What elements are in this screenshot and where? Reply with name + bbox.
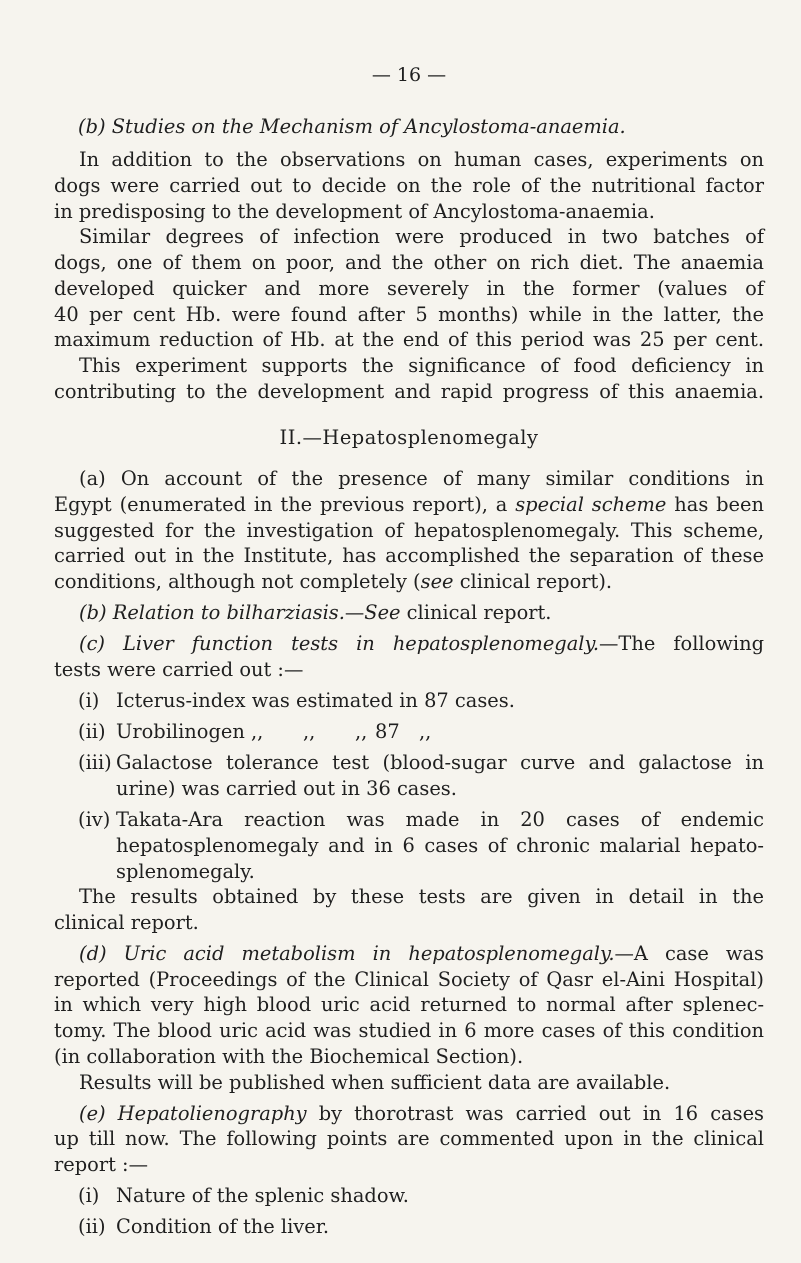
point-i: (i) Nature of the splenic shadow. xyxy=(78,1184,409,1207)
item-a-line-1: (a) On account of the presence of many similar conditions in xyxy=(79,467,764,490)
item-c-line-1: (c) Liver function tests in hepatosplenomegaly.—The following xyxy=(79,632,764,655)
page-number: — 16 — xyxy=(371,64,447,86)
para1-line-2: dogs were carried out to decide on the role of the nutritional factor xyxy=(54,174,764,197)
para2-line-5: maximum reduction of Hb. at the end of this period was 25 per cent. xyxy=(54,328,764,351)
item-d-line-5: (in collaboration with the Biochemical Section). xyxy=(54,1045,524,1068)
para2-line-6: This experiment supports the significance of food deficiency in xyxy=(79,354,764,377)
item-a-line-3: suggested for the investigation of hepatosplenomegaly. This scheme, xyxy=(54,519,764,542)
test-ii: (ii) Urobilinogen ,, ,, ,, 87 ,, xyxy=(78,720,432,743)
test-iii-line-2: urine) was carried out in 36 cases. xyxy=(116,777,457,800)
para2-line-7: contributing to the development and rapid progress of this anaemia. xyxy=(54,380,764,403)
item-d-line-2: reported (Proceedings of the Clinical Society of Qasr el-Aini Hospital) xyxy=(54,968,764,991)
para1-line-3: in predisposing to the development of Ancylostoma-anaemia. xyxy=(54,200,655,223)
item-a-line-4: carried out in the Institute, has accomplished the separation of these xyxy=(54,544,764,567)
item-e-line-1: (e) Hepatolienography by thorotrast was carried out in 16 cases xyxy=(79,1102,764,1125)
section-b-title xyxy=(78,114,626,140)
test-iii-line-1: Galactose tolerance test (blood-sugar curve and galactose in xyxy=(116,751,764,774)
item-a-line-5: conditions, although not completely (see clinical report). xyxy=(54,570,613,593)
section-b-title-text: Studies on the Mechanism of Ancylostoma-anaemia. xyxy=(111,115,626,138)
item-d-line-3: in which very high blood uric acid returned to normal after splenec- xyxy=(54,993,764,1016)
para2-line-2: dogs, one of them on poor, and the other on rich diet. The anaemia xyxy=(54,251,764,274)
item-e-line-2: up till now. The following points are commented upon in the clinical xyxy=(54,1127,764,1150)
item-d-line-1: (d) Uric acid metabolism in hepatosplenomegaly.—A case was xyxy=(79,942,764,965)
para2-line-4: 40 per cent Hb. were found after 5 months) while in the latter, the xyxy=(54,303,764,326)
para2-line-3: developed quicker and more severely in the former (values of xyxy=(54,277,764,300)
section-b-label: (b) xyxy=(78,115,106,138)
item-d-results: Results will be published when sufficient data are available. xyxy=(79,1071,671,1094)
item-b-line: (b) Relation to bilharziasis.—See clinical report. xyxy=(79,601,552,624)
item-a-line-2: Egypt (enumerated in the previous report), a special scheme has been xyxy=(54,493,764,516)
test-iv-line-1: Takata-Ara reaction was made in 20 cases of endemic xyxy=(116,808,764,831)
item-e-line-3: report :— xyxy=(54,1153,148,1176)
para2-line-1: Similar degrees of infection were produced in two batches of xyxy=(79,225,764,248)
point-ii: (ii) Condition of the liver. xyxy=(78,1215,330,1238)
results-line-1: The results obtained by these tests are given in detail in the xyxy=(79,885,764,908)
test-iv-num: (iv) xyxy=(78,808,111,831)
item-c-line-2: tests were carried out :— xyxy=(54,658,304,681)
item-d-line-4: tomy. The blood uric acid was studied in 6 more cases of this condition xyxy=(54,1019,764,1042)
results-line-2: clinical report. xyxy=(54,911,199,934)
test-iv-line-3: splenomegaly. xyxy=(116,860,255,883)
test-i: (i) Icterus-index was estimated in 87 cases. xyxy=(78,689,515,712)
test-iii-num: (iii) xyxy=(78,751,112,774)
test-iv-line-2: hepatosplenomegaly and in 6 cases of chronic malarial hepato- xyxy=(116,834,764,857)
para1-line-1: In addition to the observations on human cases, experiments on xyxy=(79,148,764,171)
section-ii-heading: II.—Hepatosplenomegaly xyxy=(279,426,539,449)
